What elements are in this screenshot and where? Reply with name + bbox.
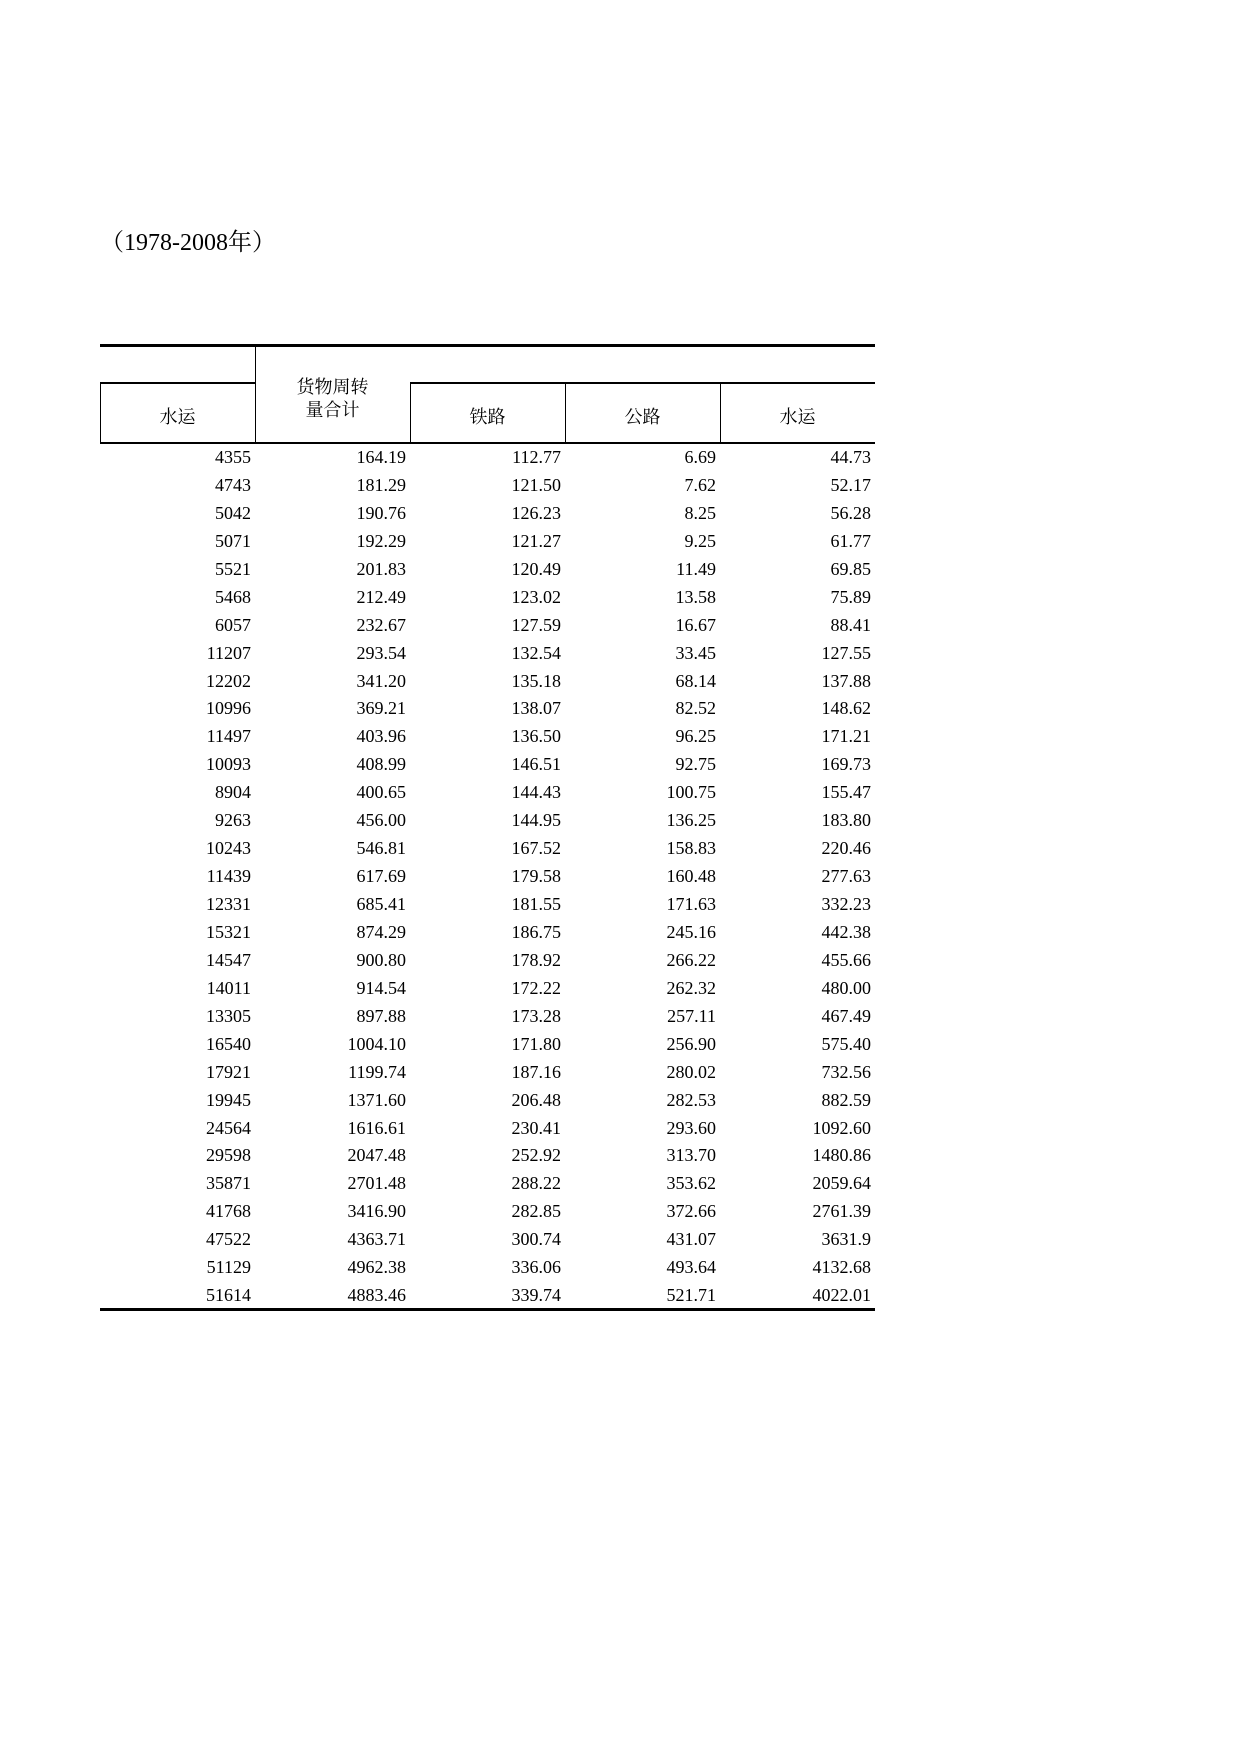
table-cell: 341.20 — [356, 670, 406, 691]
table-cell: 282.53 — [666, 1089, 716, 1110]
table-cell: 164.19 — [356, 447, 406, 467]
table-cell: 11439 — [206, 866, 251, 887]
table-cell: 136.25 — [666, 810, 716, 831]
table-cell: 339.74 — [511, 1285, 561, 1306]
table-cell: 41768 — [206, 1201, 251, 1222]
table-cell: 9263 — [215, 810, 251, 831]
table-row — [100, 471, 875, 499]
table-cell: 96.25 — [675, 726, 716, 747]
table-cell: 192.29 — [356, 530, 406, 551]
table-cell: 69.85 — [830, 558, 871, 579]
table-cell: 29598 — [206, 1145, 251, 1166]
table-cell: 4883.46 — [347, 1285, 406, 1306]
table-cell: 135.18 — [511, 670, 561, 691]
header-freight-total-line2: 量合计 — [305, 400, 360, 421]
table-cell: 171.63 — [666, 894, 716, 914]
table-row — [100, 1169, 875, 1197]
table-cell: 186.75 — [511, 921, 561, 942]
table-cell: 4363.71 — [347, 1229, 406, 1250]
table-row — [100, 555, 875, 583]
table-cell: 136.50 — [511, 726, 561, 747]
table-cell: 257.11 — [667, 1005, 716, 1026]
table-cell: 882.59 — [821, 1089, 871, 1110]
table-cell: 51614 — [206, 1285, 251, 1306]
table-row — [100, 722, 875, 750]
table-cell: 230.41 — [511, 1117, 561, 1138]
table-cell: 3631.9 — [821, 1229, 871, 1250]
table-cell: 467.49 — [821, 1005, 871, 1026]
table-cell: 575.40 — [821, 1033, 871, 1054]
table-cell: 3416.90 — [347, 1201, 406, 1222]
table-row — [100, 806, 875, 834]
table-cell: 112.77 — [512, 447, 561, 467]
table-cell: 56.28 — [830, 502, 871, 523]
table-cell: 266.22 — [666, 949, 716, 970]
table-cell: 183.80 — [821, 810, 871, 831]
table-cell: 187.16 — [511, 1061, 561, 1082]
table-cell: 24564 — [206, 1117, 251, 1138]
table-cell: 874.29 — [356, 921, 406, 942]
table-row — [100, 946, 875, 974]
table-cell: 493.64 — [666, 1257, 716, 1278]
table-cell: 277.63 — [821, 866, 871, 887]
table-cell: 9.25 — [684, 530, 716, 551]
header-railway: 铁路 — [469, 407, 506, 428]
table-cell: 173.28 — [511, 1005, 561, 1026]
table-row — [100, 583, 875, 611]
table-cell: 403.96 — [356, 726, 406, 747]
table-cell: 293.60 — [666, 1117, 716, 1138]
table-cell: 220.46 — [821, 838, 871, 859]
table-row — [100, 639, 875, 667]
top-rule — [100, 344, 875, 347]
table-cell: 10996 — [206, 698, 251, 719]
table-cell: 144.95 — [511, 810, 561, 831]
table-cell: 1199.74 — [348, 1061, 406, 1082]
table-row — [100, 1225, 875, 1253]
table-cell: 332.23 — [821, 894, 871, 914]
table-cell: 171.21 — [821, 726, 871, 747]
table-cell: 11207 — [206, 642, 251, 663]
header-waterway: 水运 — [779, 407, 816, 428]
table-cell: 300.74 — [511, 1229, 561, 1250]
table-cell: 5521 — [215, 558, 251, 579]
table-cell: 190.76 — [356, 502, 406, 523]
table-cell: 121.50 — [511, 474, 561, 495]
header-mid-rule-right — [410, 382, 875, 384]
table-cell: 336.06 — [511, 1257, 561, 1278]
table-cell: 12202 — [206, 670, 251, 691]
table-cell: 11.49 — [676, 558, 716, 579]
table-cell: 288.22 — [511, 1173, 561, 1194]
table-row — [100, 611, 875, 639]
table-cell: 353.62 — [666, 1173, 716, 1194]
table-cell: 61.77 — [830, 530, 871, 551]
table-cell: 1371.60 — [347, 1089, 406, 1110]
table-cell: 16.67 — [675, 614, 716, 635]
table-row — [100, 862, 875, 890]
table-cell: 171.80 — [511, 1033, 561, 1054]
table-cell: 4962.38 — [347, 1257, 406, 1278]
table-cell: 369.21 — [356, 698, 406, 719]
table-row — [100, 890, 875, 918]
table-cell: 158.83 — [666, 838, 716, 859]
table-cell: 617.69 — [356, 866, 406, 887]
table-cell: 5468 — [215, 586, 251, 607]
table-cell: 13305 — [206, 1005, 251, 1026]
header-mid-rule-left — [100, 382, 255, 384]
table-cell: 280.02 — [666, 1061, 716, 1082]
table-cell: 19945 — [206, 1089, 251, 1110]
table-cell: 75.89 — [830, 586, 871, 607]
table-row — [100, 1114, 875, 1142]
table-cell: 155.47 — [821, 782, 871, 803]
table-cell: 206.48 — [511, 1089, 561, 1110]
table-cell: 82.52 — [675, 698, 716, 719]
table-cell: 232.67 — [356, 614, 406, 635]
table-cell: 262.32 — [666, 977, 716, 998]
table-cell: 179.58 — [511, 866, 561, 887]
table-cell: 11497 — [206, 726, 251, 747]
table-cell: 137.88 — [821, 670, 871, 691]
table-cell: 431.07 — [666, 1229, 716, 1250]
table-body — [100, 443, 875, 1309]
table-row — [100, 1141, 875, 1169]
table-cell: 2047.48 — [347, 1145, 406, 1166]
table-cell: 7.62 — [684, 474, 716, 495]
table-cell: 121.27 — [511, 530, 561, 551]
table-cell: 8.25 — [684, 502, 716, 523]
table-cell: 15321 — [206, 921, 251, 942]
table-cell: 4022.01 — [812, 1285, 871, 1306]
table-cell: 2059.64 — [812, 1173, 871, 1194]
table-cell: 480.00 — [821, 977, 871, 998]
table-cell: 167.52 — [511, 838, 561, 859]
table-cell: 146.51 — [511, 754, 561, 775]
table-cell: 1092.60 — [812, 1117, 871, 1138]
header-freight-total-line1: 货物周转 — [296, 377, 369, 398]
table-row — [100, 499, 875, 527]
table-cell: 521.71 — [666, 1285, 716, 1306]
table-cell: 35871 — [206, 1173, 251, 1194]
table-cell: 252.92 — [511, 1145, 561, 1166]
table-cell: 14011 — [206, 977, 251, 998]
table-row — [100, 1030, 875, 1058]
table-cell: 10093 — [206, 754, 251, 775]
table-row — [100, 750, 875, 778]
table-row — [100, 694, 875, 722]
table-cell: 245.16 — [666, 921, 716, 942]
table-cell: 2701.48 — [347, 1173, 406, 1194]
table-cell: 44.73 — [830, 447, 871, 467]
table-cell: 372.66 — [666, 1201, 716, 1222]
table-cell: 4355 — [215, 447, 251, 467]
table-row — [100, 974, 875, 1002]
table-cell: 16540 — [206, 1033, 251, 1054]
table-cell: 256.90 — [666, 1033, 716, 1054]
table-cell: 100.75 — [666, 782, 716, 803]
table-cell: 47522 — [206, 1229, 251, 1250]
table-cell: 5071 — [215, 530, 251, 551]
table-cell: 68.14 — [675, 670, 716, 691]
table-cell: 732.56 — [821, 1061, 871, 1082]
table-row — [100, 667, 875, 695]
table-cell: 914.54 — [356, 977, 406, 998]
header-highway: 公路 — [624, 407, 661, 428]
table-cell: 127.59 — [511, 614, 561, 635]
table-cell: 33.45 — [675, 642, 716, 663]
table-row — [100, 1253, 875, 1281]
table-cell: 201.83 — [356, 558, 406, 579]
table-cell: 5042 — [215, 502, 251, 523]
table-row — [100, 443, 875, 471]
table-cell: 181.55 — [511, 894, 561, 914]
table-cell: 897.88 — [356, 1005, 406, 1026]
table-cell: 178.92 — [511, 949, 561, 970]
table-row — [100, 778, 875, 806]
table-cell: 51129 — [206, 1257, 251, 1278]
table-cell: 442.38 — [821, 921, 871, 942]
table-cell: 160.48 — [666, 866, 716, 887]
table-cell: 293.54 — [356, 642, 406, 663]
table-cell: 1004.10 — [347, 1033, 406, 1054]
table-cell: 400.65 — [356, 782, 406, 803]
table-cell: 181.29 — [356, 474, 406, 495]
table-cell: 132.54 — [511, 642, 561, 663]
table-cell: 10243 — [206, 838, 251, 859]
table-row — [100, 527, 875, 555]
table-cell: 685.41 — [356, 894, 406, 914]
table-cell: 148.62 — [821, 698, 871, 719]
table-cell: 900.80 — [356, 949, 406, 970]
table-cell: 17921 — [206, 1061, 251, 1082]
table-cell: 2761.39 — [812, 1201, 871, 1222]
header-water-transport: 水运 — [159, 407, 196, 428]
table-cell: 123.02 — [511, 586, 561, 607]
table-subtitle: （1978-2008年） — [100, 230, 276, 256]
table-cell: 282.85 — [511, 1201, 561, 1222]
table-cell: 455.66 — [821, 949, 871, 970]
table-cell: 88.41 — [830, 614, 871, 635]
table-cell: 456.00 — [356, 810, 406, 831]
table-cell: 408.99 — [356, 754, 406, 775]
table-row — [100, 1281, 875, 1309]
table-cell: 313.70 — [666, 1145, 716, 1166]
table-cell: 1616.61 — [347, 1117, 406, 1138]
table-cell: 13.58 — [675, 586, 716, 607]
table-cell: 1480.86 — [812, 1145, 871, 1166]
table-row — [100, 1086, 875, 1114]
table-cell: 169.73 — [821, 754, 871, 775]
table-row — [100, 1197, 875, 1225]
table-cell: 12331 — [206, 894, 251, 914]
table-cell: 6057 — [215, 614, 251, 635]
table-cell: 127.55 — [821, 642, 871, 663]
table-cell: 52.17 — [830, 474, 871, 495]
table-cell: 126.23 — [511, 502, 561, 523]
table-cell: 92.75 — [675, 754, 716, 775]
table-row — [100, 834, 875, 862]
table-cell: 546.81 — [356, 838, 406, 859]
table-cell: 144.43 — [511, 782, 561, 803]
table-cell: 4132.68 — [812, 1257, 871, 1278]
table-cell: 212.49 — [356, 586, 406, 607]
table-cell: 4743 — [215, 474, 251, 495]
table-cell: 172.22 — [511, 977, 561, 998]
table-row — [100, 1058, 875, 1086]
table-row — [100, 918, 875, 946]
table-row — [100, 1002, 875, 1030]
table-cell: 14547 — [206, 949, 251, 970]
table-cell: 8904 — [215, 782, 251, 803]
table-cell: 120.49 — [511, 558, 561, 579]
table-cell: 6.69 — [684, 447, 716, 467]
table-cell: 138.07 — [511, 698, 561, 719]
